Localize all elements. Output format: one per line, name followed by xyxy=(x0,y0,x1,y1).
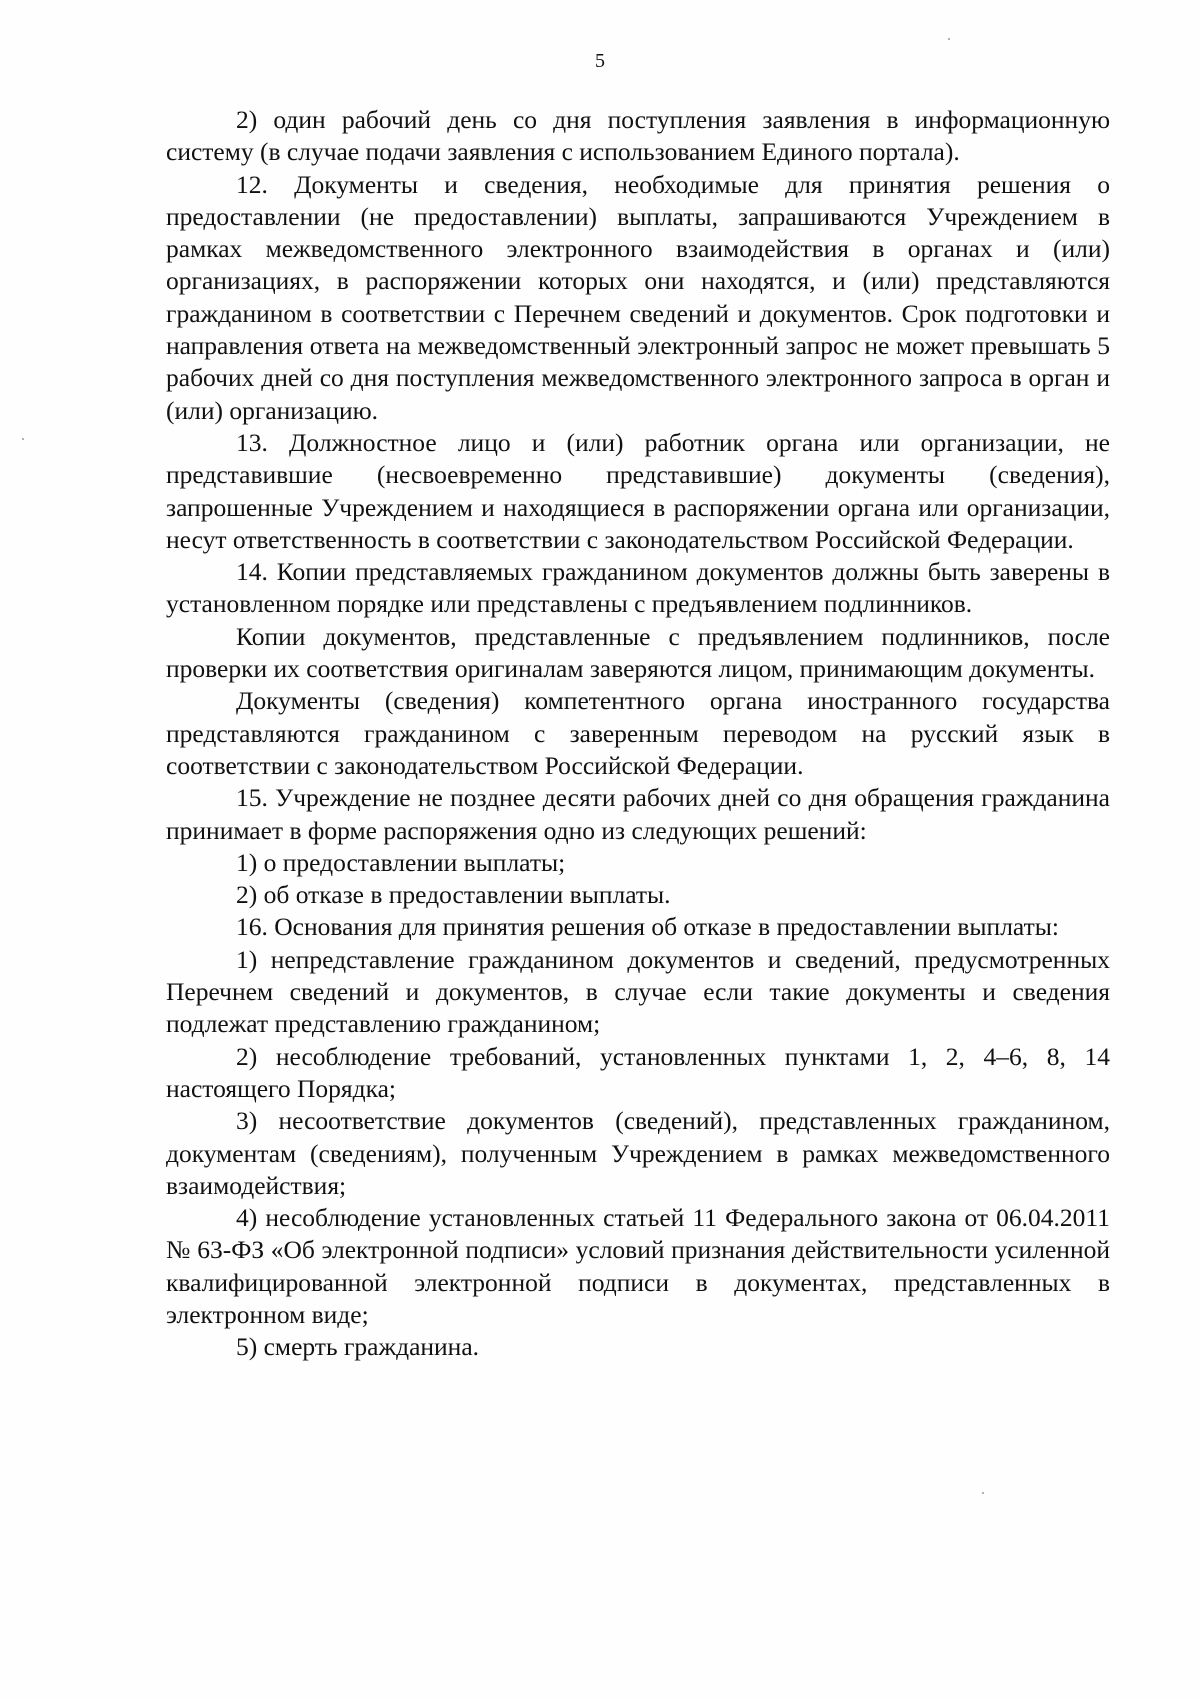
paragraph-13-responsibility: 13. Должностное лицо и (или) работник органа или организации, не представившие (несвоевременно представившие) документы (сведения), запрошенные Учреждением и находящиеся в распоряжении органа или организации, несут ответственность в соответствии с законодательством Российской Федерации. xyxy=(166,427,1110,554)
paragraph-decision-refusal: 2) об отказе в предоставлении выплаты. xyxy=(236,880,671,910)
paragraph-ground-2: 2) несоблюдение требований, установленных пунктами 1, 2, 4–6, 8, 14 настоящего Порядка; xyxy=(166,1041,1110,1103)
paragraph-16-refusal-grounds: 16. Основания для принятия решения об отказе в предоставлении выплаты: xyxy=(236,912,1059,942)
page-number: 5 xyxy=(595,50,605,72)
paragraph-12-documents-request: 12. Документы и сведения, необходимые для принятия решения о предоставлении (не предоставлении) выплаты, запрашиваются Учреждением в рамках межведомственного электронного взаимодействия в органах и (или) организациях, в распоряжении которых они находятся, и (или) представляются гражданином в соответствии с Перечнем сведений и документов. Срок подготовки и направления ответа на межведомственный электронный запрос не может превышать 5 рабочих дней со дня поступления межведомственного электронного запроса в орган и (или) организацию. xyxy=(166,169,1110,425)
paragraph-foreign-documents: Документы (сведения) компетентного органа иностранного государства представляются гражданином с заверенным переводом на русский язык в соответствии с законодательством Российской Федерации. xyxy=(166,686,1110,780)
paragraph-ground-3: 3) несоответствие документов (сведений), представленных гражданином, документам (сведениям), полученным Учреждением в рамках межведомственного взаимодействия; xyxy=(166,1106,1110,1200)
paragraph-ground-4: 4) несоблюдение установленных статьей 11 Федерального закона от 06.04.2011 № 63-ФЗ «Об электронной подписи» условий признания действительности усиленной квалифицированной электронной подписи в документах, представленных в электронном виде; xyxy=(166,1203,1110,1329)
paragraph-14-copies: 14. Копии представляемых гражданином документов должны быть заверены в установленном порядке или представлены с предъявлением подлинников. xyxy=(166,557,1110,619)
paragraph-decision-grant: 1) о предоставлении выплаты; xyxy=(236,847,566,877)
paragraph-copies-certification: Копии документов, представленные с предъявлением подлинников, после проверки их соответствия оригиналам заверяются лицом, принимающим документы. xyxy=(166,621,1110,684)
paragraph-ground-1: 1) непредставление гражданином документов и сведений, предусмотренных Перечнем сведений и документов, в случае если такие документы и сведения подлежат представлению гражданином; xyxy=(166,944,1110,1039)
scan-speck xyxy=(982,1492,984,1494)
scan-speck xyxy=(22,438,24,440)
scan-speck xyxy=(948,38,950,40)
paragraph-15-decision: 15. Учреждение не позднее десяти рабочих дней со дня обращения гражданина принимает в форме распоряжения одно из следующих решений: xyxy=(166,783,1110,845)
paragraph-ground-5: 5) смерть гражданина. xyxy=(236,1332,480,1362)
paragraph-item-2-deadline: 2) один рабочий день со дня поступления заявления в информационную систему (в случае подачи заявления с использованием Единого портала). xyxy=(166,105,1110,167)
document-body xyxy=(166,104,1110,1364)
